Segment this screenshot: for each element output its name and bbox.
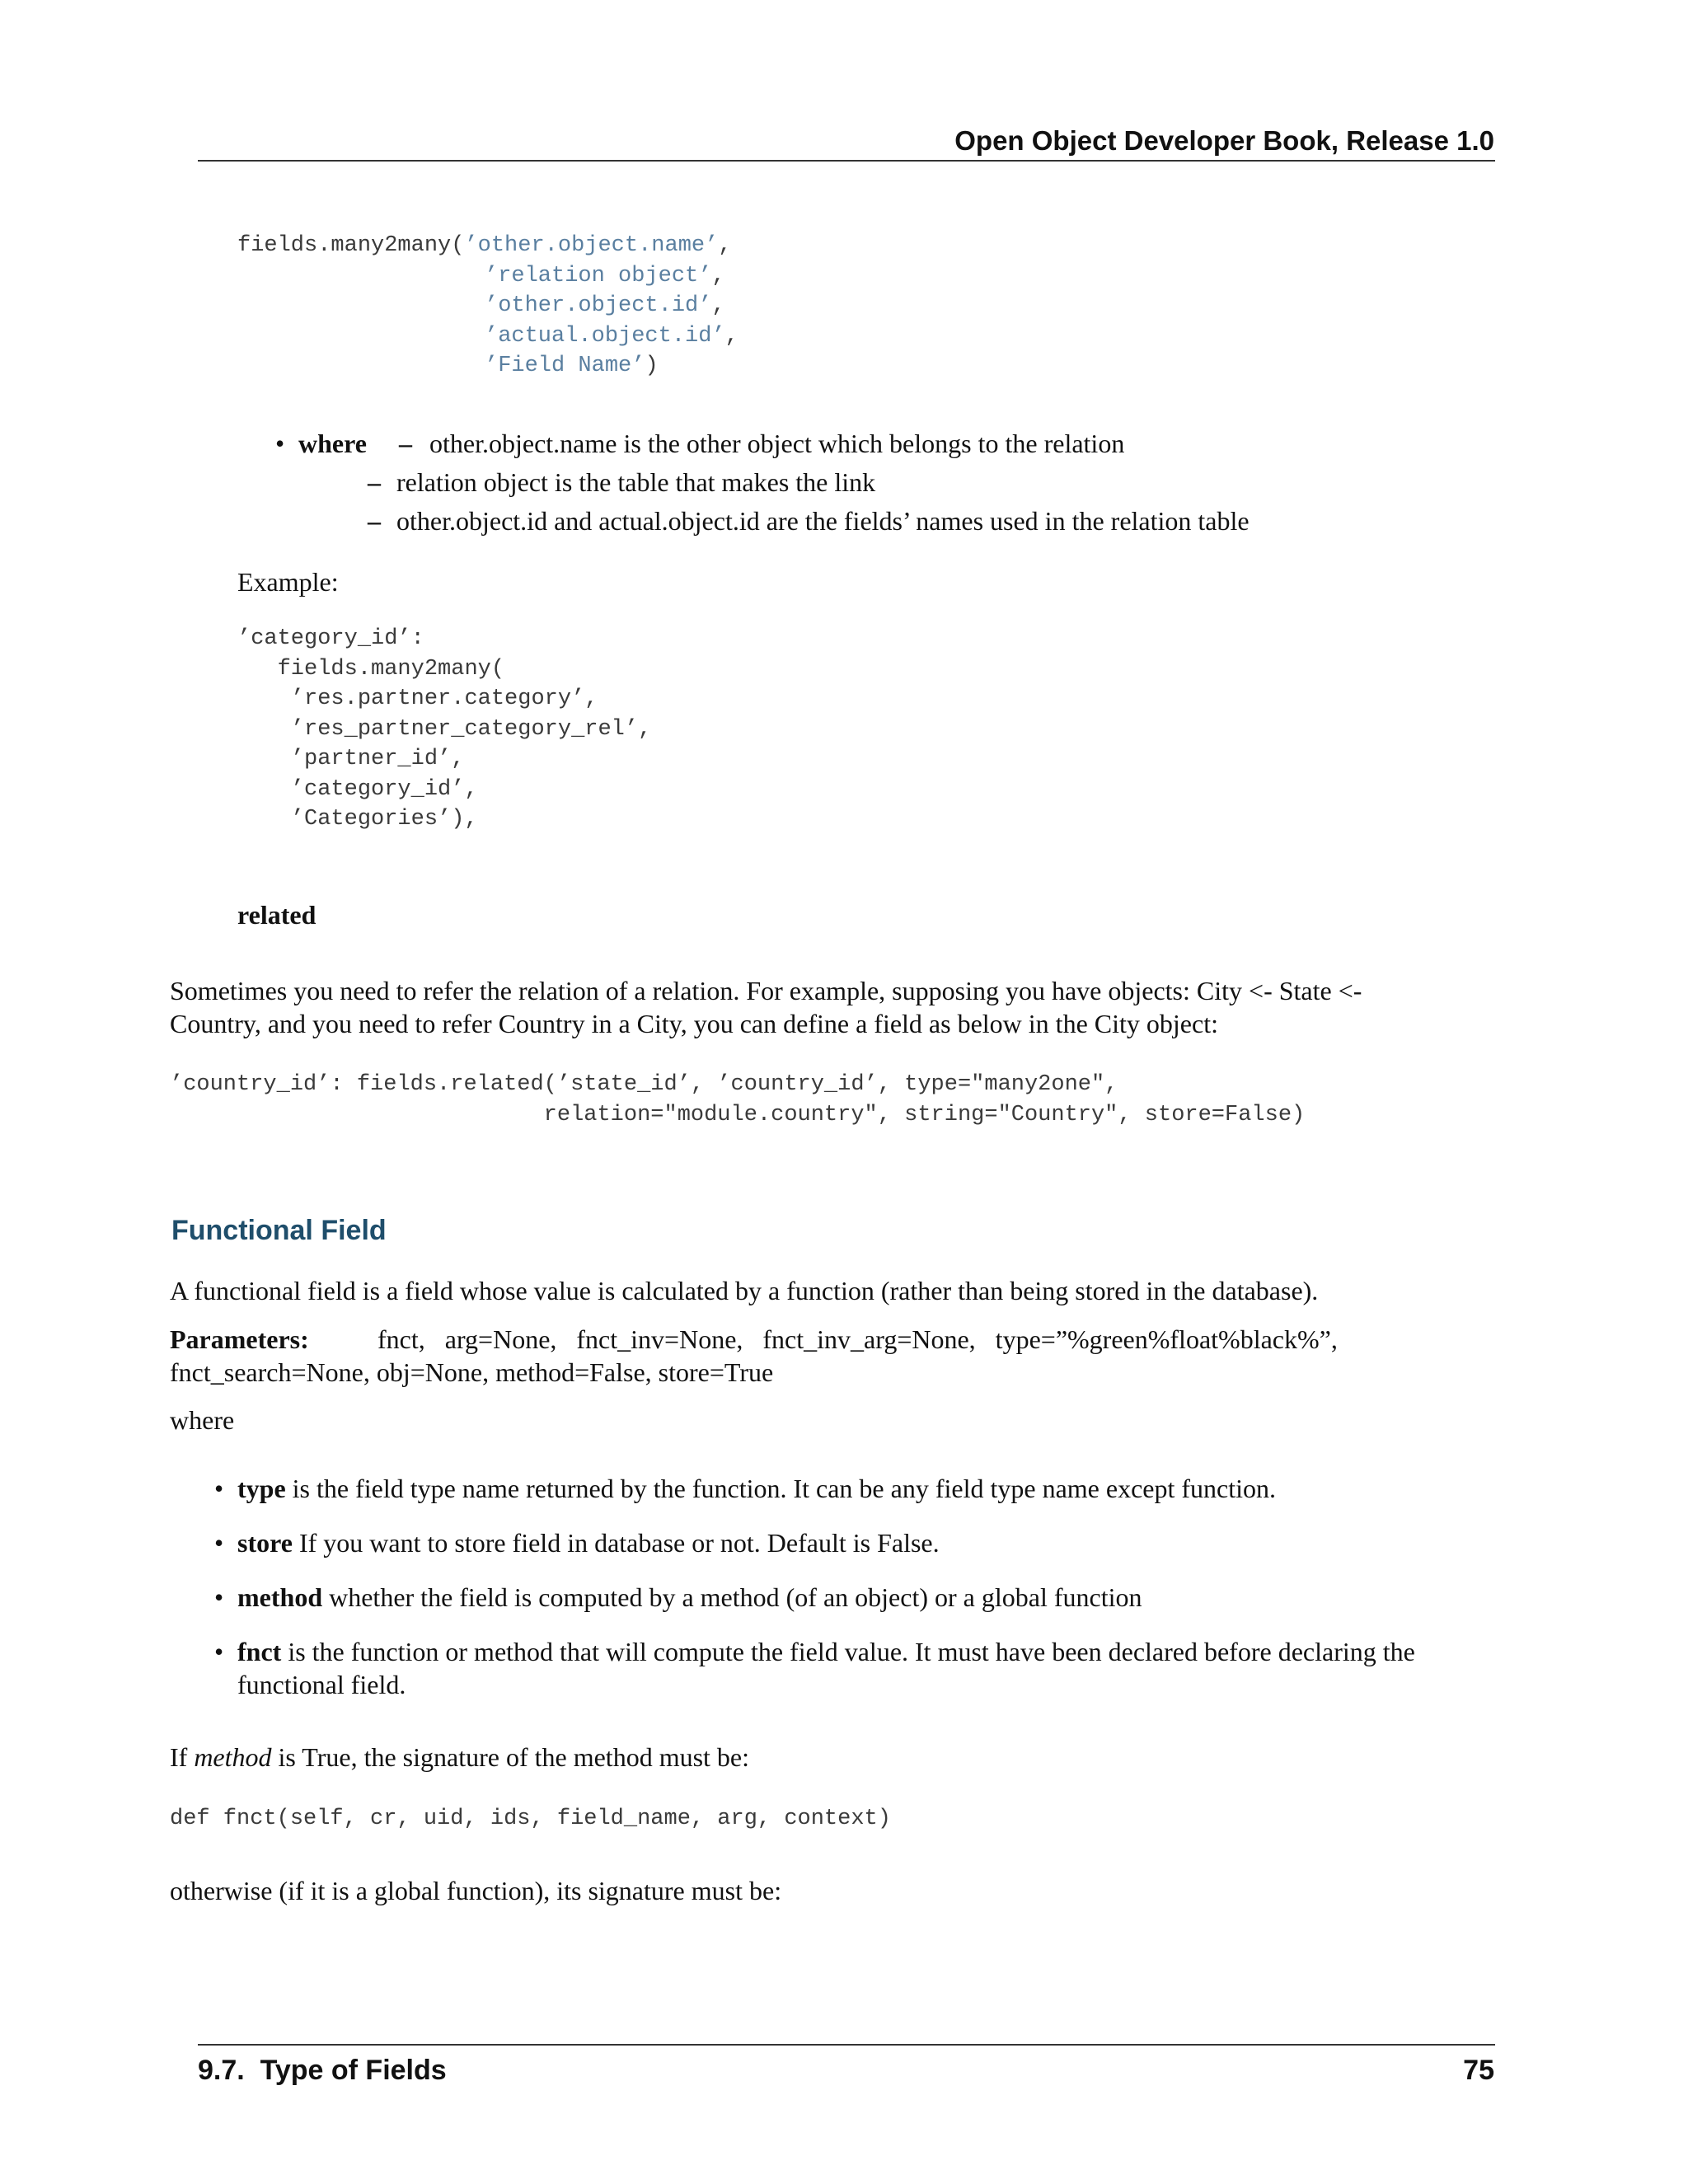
- bullet-dot: •: [275, 429, 285, 458]
- code-sep: ,: [711, 263, 725, 288]
- text-fragment: is True, the signature of the method must be:: [271, 1742, 750, 1772]
- emphasis-method: method: [194, 1742, 272, 1772]
- running-header: Open Object Developer Book, Release 1.0: [954, 125, 1494, 156]
- functional-field-heading: Functional Field: [171, 1215, 387, 1246]
- where-item: other.object.id and actual.object.id are the fields’ names used in the relation table: [396, 506, 1250, 536]
- bullet-dot: •: [214, 1528, 224, 1558]
- footer-rule: [198, 2044, 1495, 2046]
- header-rule: [198, 160, 1495, 162]
- code-sep: ,: [718, 233, 732, 258]
- code-sep: ): [645, 354, 659, 378]
- related-heading: related: [237, 900, 316, 930]
- code-method-signature: def fnct(self, cr, uid, ids, field_name, arg, context): [170, 1807, 891, 1831]
- bullet-store: [237, 1526, 940, 1559]
- parameters-label: Parameters:: [170, 1324, 309, 1354]
- code-arg: ’actual.object.id’: [485, 323, 725, 349]
- code-sep: ,: [724, 323, 738, 349]
- bullet-text: is the field type name returned by the function. It can be any field type name except function.: [285, 1474, 1276, 1503]
- bullet-dot: •: [214, 1474, 224, 1503]
- bullet-text: If you want to store field in database or not. Default is False.: [292, 1528, 940, 1558]
- method-signature-intro: [170, 1741, 749, 1774]
- bullet-text: whether the field is computed by a method (of an object) or a global function: [322, 1582, 1142, 1612]
- code-example: ’category_id’: fields.many2many( ’res.partner.category’, ’res_partner_category_rel’, ’partner_id’, ’category_id’, ’Categories’),: [237, 626, 652, 832]
- related-paragraph-line2: Country, and you need to refer Country in a City, you can define a field as below in the City object:: [170, 1009, 1218, 1038]
- bullet-term: fnct: [237, 1637, 282, 1666]
- dash: –: [368, 467, 381, 497]
- code-sep: ,: [711, 293, 725, 318]
- bullet-dot: •: [214, 1582, 224, 1612]
- parameters-line1: fnct, arg=None, fnct_inv=None, fnct_inv_arg=None, type=”%green%float%black%”,: [377, 1324, 1338, 1354]
- code-arg: ’other.object.name’: [464, 233, 719, 258]
- code-arg: ’relation object’: [485, 263, 712, 288]
- dash: –: [368, 506, 381, 536]
- example-label: Example:: [237, 567, 339, 597]
- code-related: ’country_id’: fields.related(’state_id’, ’country_id’, type="many2one", relation="module.country", string="Country", store=False): [170, 1072, 1306, 1127]
- where-item: relation object is the table that makes the link: [396, 467, 876, 497]
- where-text: where: [170, 1405, 235, 1435]
- dash: –: [399, 429, 412, 458]
- functional-intro: A functional field is a field whose value is calculated by a function (rather than being stored in the database).: [170, 1276, 1319, 1305]
- related-paragraph-line1: Sometimes you need to refer the relation of a relation. For example, supposing you have objects: City <- State <-: [170, 976, 1362, 1005]
- bullet-method: [237, 1581, 1142, 1614]
- where-item: other.object.name is the other object which belongs to the relation: [429, 429, 1125, 458]
- footer-section: 9.7. Type of Fields: [198, 2055, 447, 2086]
- bullet-term: type: [237, 1474, 286, 1503]
- code-many2many-signature: [237, 231, 738, 382]
- code-arg: ’other.object.id’: [485, 293, 712, 318]
- bullet-type: [237, 1472, 1276, 1505]
- bullet-text: is the function or method that will compute the field value. It must have been declared before declaring the: [281, 1637, 1415, 1666]
- parameters-line2: fnct_search=None, obj=None, method=False, store=True: [170, 1357, 774, 1387]
- bullet-term: method: [237, 1582, 323, 1612]
- bullet-fnct-continuation: functional field.: [237, 1670, 406, 1699]
- bullet-term: store: [237, 1528, 293, 1558]
- footer-page-number: 75: [1463, 2055, 1494, 2086]
- code-prefix: fields.many2many(: [237, 233, 465, 258]
- bullet-fnct: [237, 1635, 1415, 1668]
- global-function-intro: otherwise (if it is a global function), its signature must be:: [170, 1876, 782, 1905]
- where-label: where: [298, 429, 367, 458]
- bullet-dot: •: [214, 1637, 224, 1666]
- code-arg: ’Field Name’: [485, 354, 645, 378]
- text-fragment: If: [170, 1742, 195, 1772]
